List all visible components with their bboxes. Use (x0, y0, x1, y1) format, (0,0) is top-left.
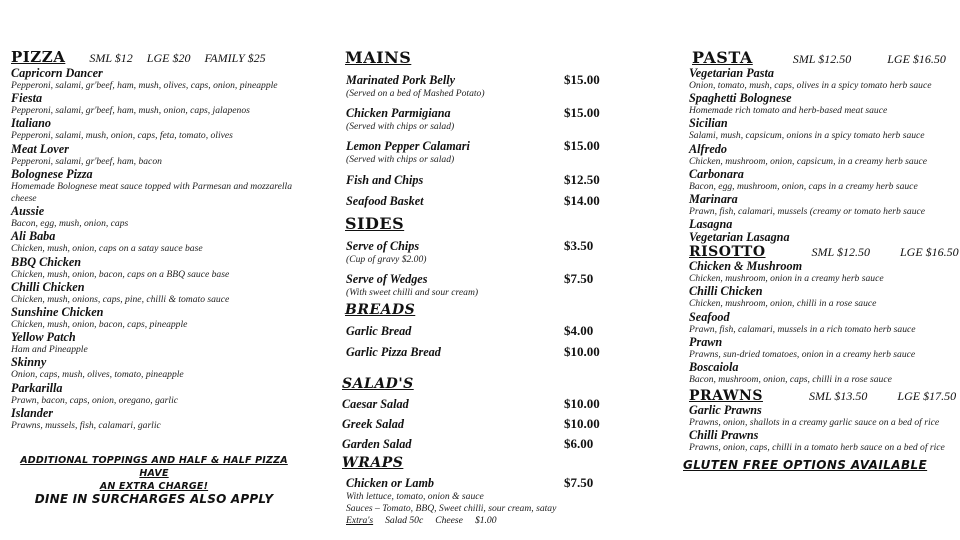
pasta-header (692, 48, 957, 67)
prawns-header (689, 388, 957, 404)
menu-item-desc: Homemade rich tomato and herb-based meat sauce (689, 105, 888, 117)
menu-item-name: Islander (11, 405, 53, 420)
menu-item-desc: Bacon, mushroom, onion, caps, chilli in a rose sauce (689, 374, 892, 386)
gluten-free-notice: GLUTEN FREE OPTIONS AVAILABLE (683, 457, 928, 472)
menu-item-name: Chilli Prawns (689, 428, 759, 443)
menu-item-name: Seafood (689, 309, 730, 324)
menu-item-name: Serve of Wedges (346, 271, 428, 286)
mains-list (346, 72, 612, 209)
menu-item-desc: Prawns, onion, shallots in a creamy garlic sauce on a bed of rice (689, 417, 940, 429)
menu-item-name: Prawn (689, 334, 723, 349)
menu-item-name: Marinara (689, 192, 738, 207)
menu-item-row (342, 416, 612, 432)
breads-list (346, 323, 612, 360)
menu-item-row (346, 344, 612, 360)
menu-item-name: Chicken Parmigiana (346, 106, 451, 121)
pasta-size-large: LGE $16.50 (887, 52, 946, 66)
menu-item-name: Vegetarian Pasta (689, 66, 774, 80)
menu-item-name: Garlic Pizza Bread (346, 345, 441, 360)
prawns-size-large: LGE $17.50 (897, 389, 957, 404)
menu-item-desc: Chicken, mush, onions, caps, pine, chilli & tomato sauce (11, 293, 230, 305)
risotto-title: RISOTTO (689, 244, 766, 261)
wrap-row (346, 475, 612, 491)
extras-cheese: Cheese (435, 515, 463, 527)
menu-item-price: $15.00 (564, 105, 600, 121)
menu-item-name: Meat Lover (11, 141, 69, 156)
menu-item-name: Aussie (11, 204, 45, 219)
menu-item-desc: Onion, caps, mush, olives, tomato, pineapple (11, 369, 184, 381)
menu-item-row (346, 72, 612, 88)
menu-item-row (346, 271, 612, 287)
risotto-header (689, 244, 957, 260)
menu-item-name: Carbonara (689, 166, 744, 181)
menu-item-name: Lemon Pepper Calamari (346, 139, 470, 154)
sides-header (345, 214, 612, 233)
breads-title: BREADS (345, 302, 416, 319)
menu-item-price: $15.00 (564, 138, 600, 154)
menu-item-price: $3.50 (564, 237, 594, 253)
breads-header (345, 302, 612, 318)
menu-item-row (342, 396, 612, 412)
extras-cheese-price: $1.00 (474, 515, 497, 527)
menu-item-price: $14.00 (564, 192, 600, 208)
menu-item-row (346, 105, 612, 121)
salads-list (342, 396, 612, 452)
notice-extra-charge: AN EXTRA CHARGE! (99, 481, 209, 493)
menu-item-desc: Ham and Pineapple (11, 344, 88, 356)
menu-item-row (346, 138, 612, 154)
menu-item-price: $10.00 (564, 416, 600, 432)
menu-item-name: Italiano (11, 116, 51, 131)
menu-item-name: Chilli Chicken (689, 284, 763, 299)
sides-list (346, 238, 612, 299)
menu-item-name: Parkarilla (11, 380, 63, 395)
menu-item-name: Seafood Basket (346, 193, 424, 208)
menu-item-desc: Pepperoni, salami, gr'beef, ham, mush, onion, caps, jalapenos (11, 105, 250, 117)
menu-item-name: Fiesta (11, 91, 43, 106)
wrap-sauces: Sauces – Tomato, BBQ, Sweet chilli, sour cream, satay (346, 503, 557, 515)
salads-title: SALAD'S (342, 376, 414, 393)
menu-item-desc: Chicken, mushroom, onion, chilli in a rose sauce (689, 298, 877, 310)
menu-item-desc: Prawns, onion, caps, chilli in a tomato herb sauce on a bed of rice (689, 442, 945, 454)
menu-item-desc: (With sweet chilli and sour cream) (346, 286, 479, 298)
notice-toppings: ADDITIONAL TOPPINGS AND HALF & HALF PIZZA HAVE (20, 455, 288, 480)
pizza-size-small: SML $12 (89, 51, 133, 65)
menu-item-desc: Bacon, egg, mushroom, onion, caps in a creamy herb sauce (689, 180, 918, 192)
pasta-size-small: SML $12.50 (792, 52, 852, 66)
pizza-header (11, 48, 311, 66)
menu-item-row (346, 323, 612, 339)
menu-item-desc: Chicken, mush, onion, bacon, caps, pineapple (11, 319, 188, 331)
menu-item-desc: Prawns, sun-dried tomatoes, onion in a creamy herb sauce (689, 348, 916, 360)
sides-title: SIDES (345, 213, 405, 233)
menu-item-name: Garlic Prawns (689, 403, 762, 418)
pasta-title: PASTA (692, 48, 753, 67)
menu-item-row (346, 193, 612, 209)
menu-item-row (342, 436, 612, 452)
mains-title: MAINS (345, 48, 412, 67)
menu-item-price: $6.00 (564, 436, 594, 452)
menu-item-name: Sunshine Chicken (11, 305, 104, 320)
menu-item-price: $4.00 (564, 323, 594, 339)
risotto-size-large: LGE $16.50 (899, 245, 959, 260)
menu-item-name: Chilli Chicken (11, 279, 85, 294)
menu-item-desc: Bacon, egg, mush, onion, caps (11, 218, 129, 230)
salads-header (342, 376, 612, 392)
menu-item-name: Boscaiola (689, 360, 739, 375)
pasta-list (689, 67, 957, 244)
pizza-title: PIZZA (11, 48, 66, 66)
pizza-size-family: FAMILY $25 (204, 51, 266, 65)
menu-item-name: Garden Salad (342, 437, 412, 452)
menu-item-name: Spaghetti Bolognese (689, 91, 792, 106)
menu-item-desc: (Served with chips or salad) (346, 121, 455, 133)
menu-item-desc: Salami, mush, capsicum, onions in a spicy tomato herb sauce (689, 130, 925, 142)
extras-salad: Salad 50c (385, 515, 424, 527)
pizza-list (11, 67, 311, 432)
menu-item-desc: (Served on a bed of Mashed Potato) (346, 88, 485, 99)
risotto-list (689, 260, 957, 386)
wraps-title: WRAPS (342, 455, 404, 472)
menu-item-desc: Pepperoni, salami, gr'beef, ham, bacon (11, 155, 162, 167)
prawns-size-small: SML $13.50 (808, 389, 868, 404)
wraps-item (346, 475, 612, 526)
menu-item-name: BBQ Chicken (11, 254, 82, 269)
menu-item-desc: (Cup of gravy $2.00) (346, 253, 427, 265)
wraps-header (342, 455, 612, 471)
menu-item-name: Lasagna (689, 217, 733, 232)
menu-item-name: Alfredo (689, 141, 727, 156)
menu-item-name: Chicken & Mushroom (689, 259, 803, 274)
menu-item-name: Sicilian (689, 116, 728, 131)
menu-item-name: Capricorn Dancer (11, 66, 103, 80)
middle-column (342, 48, 612, 526)
menu-item-desc: Pepperoni, salami, gr'beef, ham, mush, olives, caps, onion, pineapple (11, 80, 278, 91)
wrap-desc: With lettuce, tomato, onion & sauce (346, 491, 484, 503)
pizza-notice (9, 454, 299, 506)
menu-item-desc: Prawn, fish, calamari, mussels (creamy or tomato herb sauce (689, 206, 926, 218)
right-column (683, 48, 959, 472)
menu-item-desc: Chicken, mushroom, onion, capsicum, in a creamy herb sauce (689, 155, 928, 167)
menu-item-name: Bolognese Pizza (11, 166, 93, 181)
menu-item-desc: Prawn, fish, calamari, mussels in a rich tomato herb sauce (689, 323, 916, 335)
menu-item-name: Skinny (11, 355, 47, 370)
mains-header (345, 48, 612, 67)
menu-item-row (346, 238, 612, 254)
menu-item-desc: Pepperoni, salami, mush, onion, caps, feta, tomato, olives (11, 130, 233, 142)
pizza-section (11, 48, 311, 506)
menu-item-name: Serve of Chips (346, 238, 420, 253)
menu-item-desc: Chicken, mush, onion, caps on a satay sauce base (11, 243, 203, 255)
menu-item-desc: Chicken, mushroom, onion in a creamy herb sauce (689, 273, 884, 285)
menu-item-price: $7.50 (564, 270, 594, 286)
prawns-list (689, 404, 957, 454)
menu-item-price: $12.50 (564, 171, 600, 187)
menu-item-row (346, 172, 612, 188)
menu-item-desc: (Served with chips or salad) (346, 154, 455, 166)
risotto-size-small: SML $12.50 (811, 245, 870, 260)
menu-item-desc: Chicken, mush, onion, bacon, caps on a BBQ sauce base (11, 268, 230, 280)
menu-item-name: Marinated Pork Belly (346, 73, 456, 87)
menu-item-name: Greek Salad (342, 417, 404, 432)
wrap-price: $7.50 (564, 475, 594, 491)
wrap-name: Chicken or Lamb (346, 476, 435, 491)
menu-item-desc: Prawns, mussels, fish, calamari, garlic (11, 419, 161, 431)
menu-item-desc: Prawn, bacon, caps, onion, oregano, garlic (11, 394, 178, 406)
menu-item-name: Vegetarian Lasagna (689, 230, 790, 245)
extras-label: Extra's (346, 515, 374, 527)
menu-item-price: $10.00 (564, 344, 600, 360)
menu-item-desc: Homemade Bolognese meat sauce topped with Parmesan and mozzarella cheese (11, 180, 293, 205)
pizza-size-large: LGE $20 (146, 51, 191, 65)
menu-item-price: $15.00 (564, 72, 600, 87)
prawns-title: PRAWNS (689, 388, 763, 405)
notice-dine-in: DINE IN SURCHARGES ALSO APPLY (34, 492, 274, 507)
menu-item-name: Garlic Bread (346, 324, 412, 339)
menu-item-desc: Onion, tomato, mush, caps, olives in a spicy tomato herb sauce (689, 80, 932, 91)
wrap-extras (346, 515, 612, 526)
menu-item-name: Yellow Patch (11, 330, 76, 345)
menu-item-price: $10.00 (564, 396, 600, 412)
menu-item-name: Fish and Chips (346, 172, 424, 187)
menu-item-name: Caesar Salad (342, 397, 409, 412)
menu-item-name: Ali Baba (11, 229, 56, 244)
